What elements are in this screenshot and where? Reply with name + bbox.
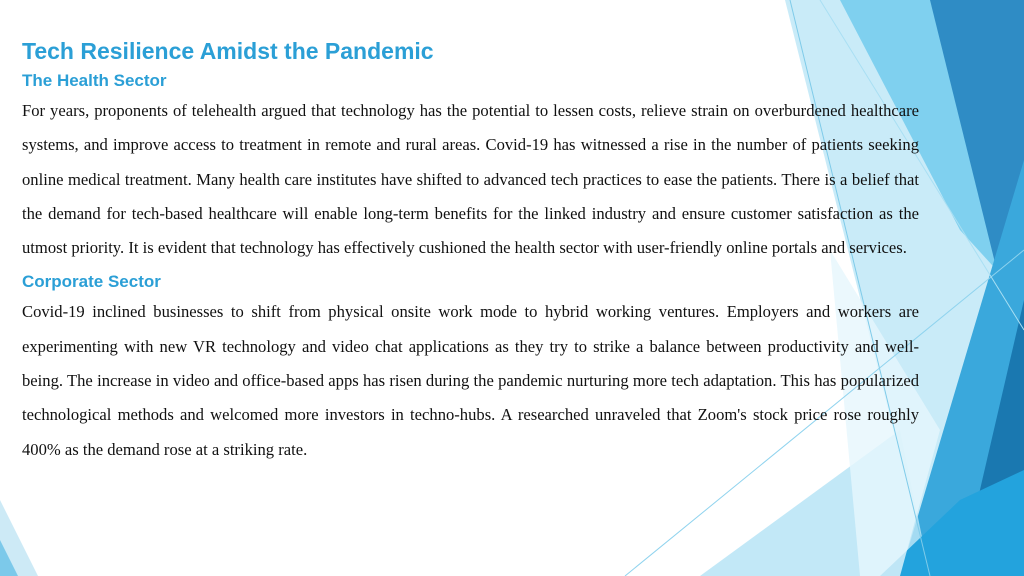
- section-heading-health: The Health Sector: [22, 71, 167, 90]
- slide-title: Tech Resilience Amidst the Pandemic: [22, 38, 434, 64]
- section-body-corporate: Covid-19 inclined businesses to shift from physical onsite work mode to hybrid working ventures. Employers and workers are experimenting with new VR technology and video chat applications as they try to strike a balance between productivity and well-being. The increase in video and office-based apps has risen during the pandemic nurturing more tech adaptation. This has popularized technological methods and welcomed more investors in techno-hubs. A researched unraveled that Zoom's stock price rose roughly 400% as the demand rose at a striking rate.: [22, 302, 919, 459]
- section-heading-corporate: Corporate Sector: [22, 272, 161, 292]
- slide-content: [22, 34, 919, 467]
- section-body-health: For years, proponents of telehealth argued that technology has the potential to lessen costs, relieve strain on overburdened healthcare systems, and improve access to treatment in remote and rural areas. Covid-19 has witnessed a rise in the number of patients seeking online medical treatment. Many health care institutes have shifted to advanced tech practices to ease the patients. There is a belief that the demand for tech-based healthcare will enable long-term benefits for the linked industry and ensure customer satisfaction as the utmost priority. It is evident that technology has effectively cushioned the health sector with user-friendly online portals and services.: [22, 101, 919, 258]
